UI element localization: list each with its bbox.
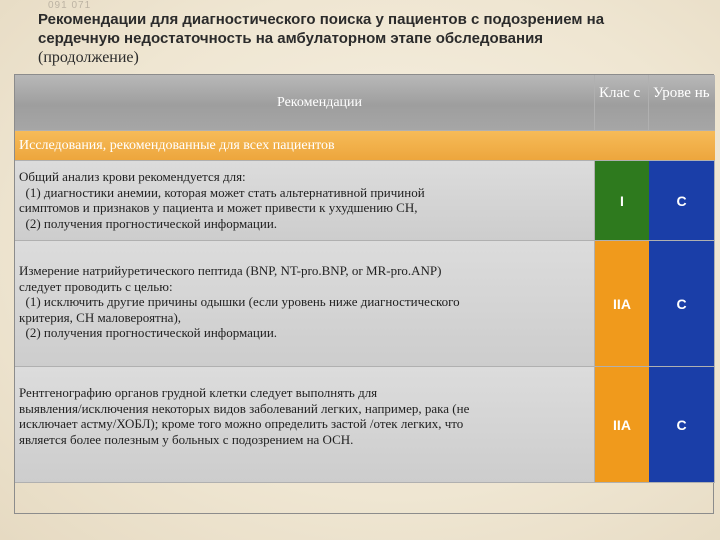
rec-line: Рентгенографию органов грудной клетки следует выполнять для (19, 385, 378, 400)
level-value: C (676, 192, 687, 209)
header-level: Урове нь (649, 75, 715, 131)
class-badge (595, 161, 649, 241)
rec-line: исключает астму/ХОБЛ); кроме того можно определить застой /отек легких, что (19, 416, 464, 431)
rec-line: (1) исключить другие причины одышки (если уровень ниже диагностического (19, 294, 460, 309)
recommendation-chest-xray (15, 367, 595, 483)
rec-line: следует проводить с целью: (19, 278, 173, 294)
header-class: Клас с (595, 75, 649, 131)
rec-line: выявления/исключения некоторых видов заболеваний легких, например, рака (не (19, 400, 470, 416)
rec-line: (2) получения прогностической информации. (19, 215, 278, 231)
page-title (38, 10, 708, 67)
corner-decoration: 091 071 (48, 0, 92, 11)
rec-line: Измерение натрийуретического пептида (BNP, NT-pro.BNP, or MR-pro.ANP) (19, 263, 442, 278)
class-value: IIA (613, 416, 631, 433)
recommendation-natriuretic-peptide (15, 241, 595, 367)
rec-line: (2) получения прогностической информации. (19, 325, 278, 340)
level-badge (649, 161, 715, 241)
rec-line: (1) диагностики анемии, которая может стать альтернативной причиной (19, 184, 425, 200)
rec-line: Общий анализ крови рекомендуется для: (19, 169, 246, 184)
class-value: IIA (613, 295, 631, 312)
class-badge (595, 241, 649, 367)
rec-line: симптомов и признаков у пациента и может привести к ухудшению СН, (19, 200, 418, 215)
level-badge (649, 367, 715, 483)
title-line-2: сердечную недостаточность на амбулаторном этапе обследования (38, 30, 544, 47)
level-badge (649, 241, 715, 367)
header-recommendations: Рекомендации (15, 75, 595, 131)
recommendation-cbc (15, 161, 595, 241)
recommendations-table (14, 74, 714, 514)
title-line-3: (продолжение) (38, 49, 139, 66)
class-badge (595, 367, 649, 483)
level-value: C (676, 295, 687, 312)
rec-line: является более полезным у больных с подозрением на ОСН. (19, 431, 354, 447)
section-heading: Исследования, рекомендованные для всех пациентов (15, 131, 715, 161)
title-line-1: Рекомендации для диагностического поиска у пациентов с подозрением на (38, 11, 605, 28)
level-value: C (676, 416, 687, 433)
class-value: I (620, 192, 624, 209)
rec-line: критерия, СН маловероятна), (19, 309, 182, 325)
